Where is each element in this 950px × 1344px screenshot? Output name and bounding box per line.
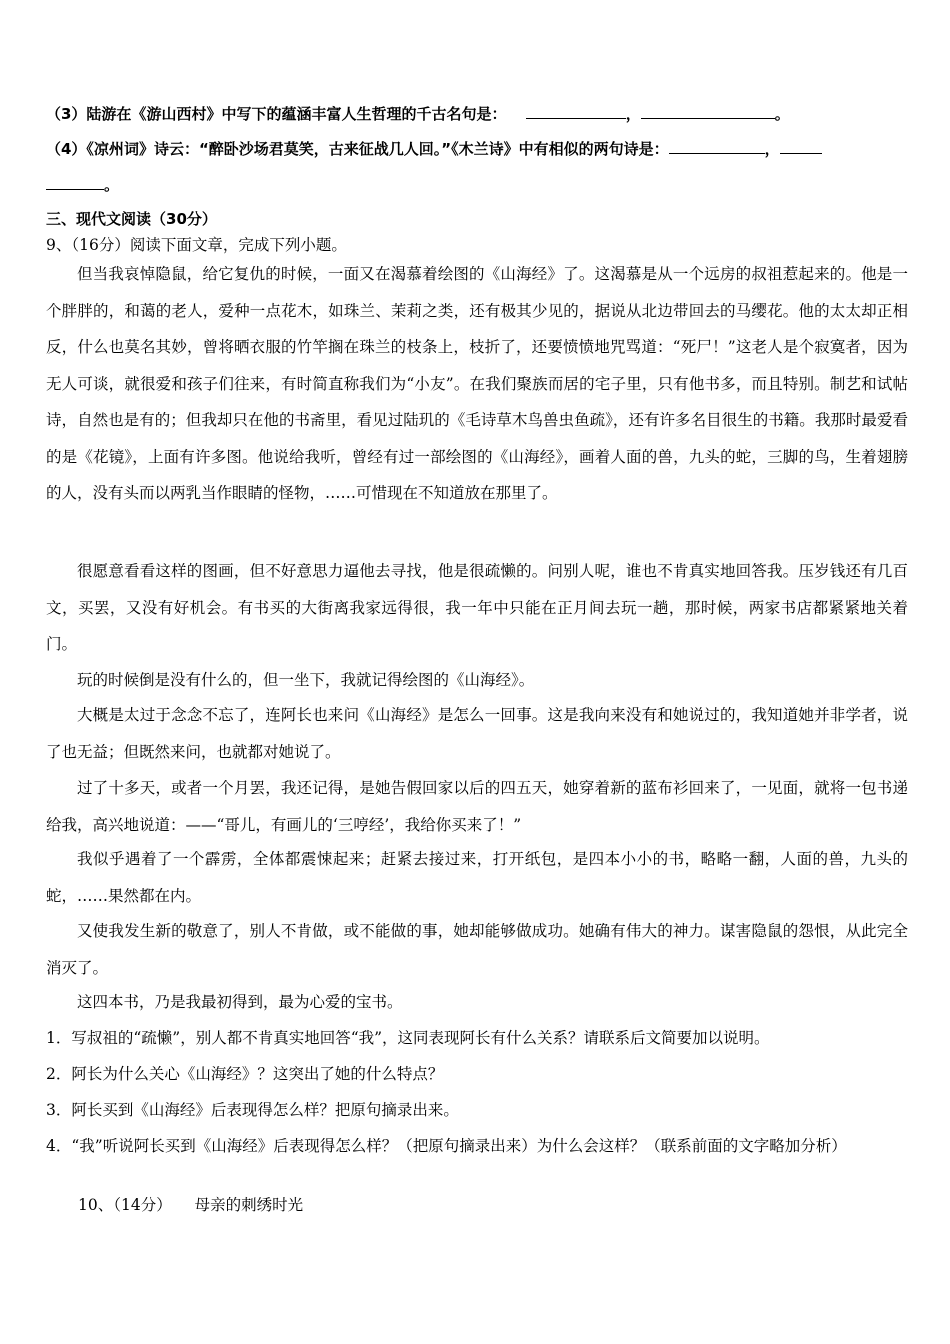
passage-paragraph: 但当我哀悼隐鼠，给它复仇的时候，一面又在渴慕着绘图的《山海经》了。这渴慕是从一个远房的叔祖惹起来的。他是一个胖胖的，和蔼的老人，爱种一点花木，如珠兰、茉莉之类，还有极其少见的，据说从北边带回去的马缨花。他的太太却正相反，什么也莫名其妙，曾将晒衣服的竹竿搁在珠兰的枝条上，枝折了，还要愤愤地咒骂道：“死尸！”这老人是个寂寞者，因为无人可谈，就很爱和孩子们往来，有时简直称我们为“小友”。在我们聚族而居的宅子里，只有他书多，而且特别。制艺和试帖诗，自然也是有的；但我却只在他的书斋里，看见过陆玑的《毛诗草木鸟兽虫鱼疏》，还有许多名目很生的书籍。我那时最爱看的是《花镜》，上面有许多图。他说给我听，曾经有过一部绘图的《山海经》，画着人面的兽，九头的蛇，三脚的鸟，生着翅膀的人，没有头而以两乳当作眼睛的怪物，……可惜现在不知道放在那里了。 xyxy=(46,265,908,502)
end-mark: 。 xyxy=(104,176,120,194)
answer-blank[interactable] xyxy=(669,139,765,154)
sub-question: 1．写叔祖的“疏懒”，别人都不肯真实地回答“我”，这同表现阿长有什么关系？请联系后文简要加以说明。 xyxy=(46,1029,770,1047)
sub-question: 3．阿长买到《山海经》后表现得怎么样？把原句摘录出来。 xyxy=(46,1101,459,1119)
question-10-title: 母亲的刺绣时光 xyxy=(194,1196,304,1214)
question-10-header xyxy=(78,1193,940,1215)
passage-paragraph: 玩的时候倒是没有什么的，但一坐下，我就记得绘图的《山海经》。 xyxy=(77,671,535,689)
answer-blank[interactable] xyxy=(526,104,626,119)
passage-paragraph: 我似乎遇着了一个霹雳，全体都震悚起来；赶紧去接过来，打开纸包，是四本小小的书，略略一翻，人面的兽，九头的蛇，……果然都在内。 xyxy=(46,850,908,905)
passage-paragraph: 又使我发生新的敬意了，别人不肯做，或不能做的事，她却能够做成功。她确有伟大的神力。谋害隐鼠的怨恨，从此完全消灭了。 xyxy=(46,922,908,977)
sub-question: 2．阿长为什么关心《山海经》？这突出了她的什么特点？ xyxy=(46,1065,444,1083)
passage-paragraph: 大概是太过于念念不忘了，连阿长也来问《山海经》是怎么一回事。这是我向来没有和她说过的，我知道她并非学者，说了也无益；但既然来问，也就都对她说了。 xyxy=(46,706,908,761)
question-10-number: 10、（14分） xyxy=(78,1196,172,1214)
answer-blank[interactable] xyxy=(780,139,822,154)
fill-question-4 xyxy=(46,138,908,159)
end-mark: 。 xyxy=(774,105,790,123)
fill-question-3-text: （3）陆游在《游山西村》中写下的蕴涵丰富人生哲理的千古名句是： xyxy=(46,105,507,123)
passage-paragraph: 过了十多天，或者一个月罢，我还记得，是她告假回家以后的四五天，她穿着新的蓝布衫回来了，一见面，就将一包书递给我，高兴地说道：——“哥儿，有画儿的‘三哼经’，我给你买来了！” xyxy=(46,779,908,834)
passage-paragraph: 这四本书，乃是我最初得到，最为心爱的宝书。 xyxy=(77,993,403,1011)
answer-blank[interactable] xyxy=(641,104,775,119)
section-heading: 三、现代文阅读（30分） xyxy=(46,210,217,228)
question-9-intro: 9、（16分）阅读下面文章，完成下列小题。 xyxy=(46,236,347,254)
separator: ， xyxy=(625,105,641,123)
answer-blank[interactable] xyxy=(46,175,104,190)
fill-question-3 xyxy=(46,103,908,124)
passage-paragraph: 很愿意看看这样的图画，但不好意思力逼他去寻找，他是很疏懒的。问别人呢，谁也不肯真实地回答我。压岁钱还有几百文，买罢，又没有好机会。有书买的大街离我家远得很，我一年中只能在正月间去玩一趟，那时候，两家书店都紧紧地关着门。 xyxy=(46,562,908,653)
fill-question-4-cont xyxy=(46,174,908,195)
fill-question-4-text: （4）《凉州词》诗云：“醉卧沙场君莫笑，古来征战几人回。”《木兰诗》中有相似的两句诗是： xyxy=(46,140,669,158)
separator: ， xyxy=(764,140,780,158)
sub-question: 4．“我”听说阿长买到《山海经》后表现得怎么样？（把原句摘录出来）为什么会这样？（联系前面的文字略加分析） xyxy=(46,1137,847,1155)
